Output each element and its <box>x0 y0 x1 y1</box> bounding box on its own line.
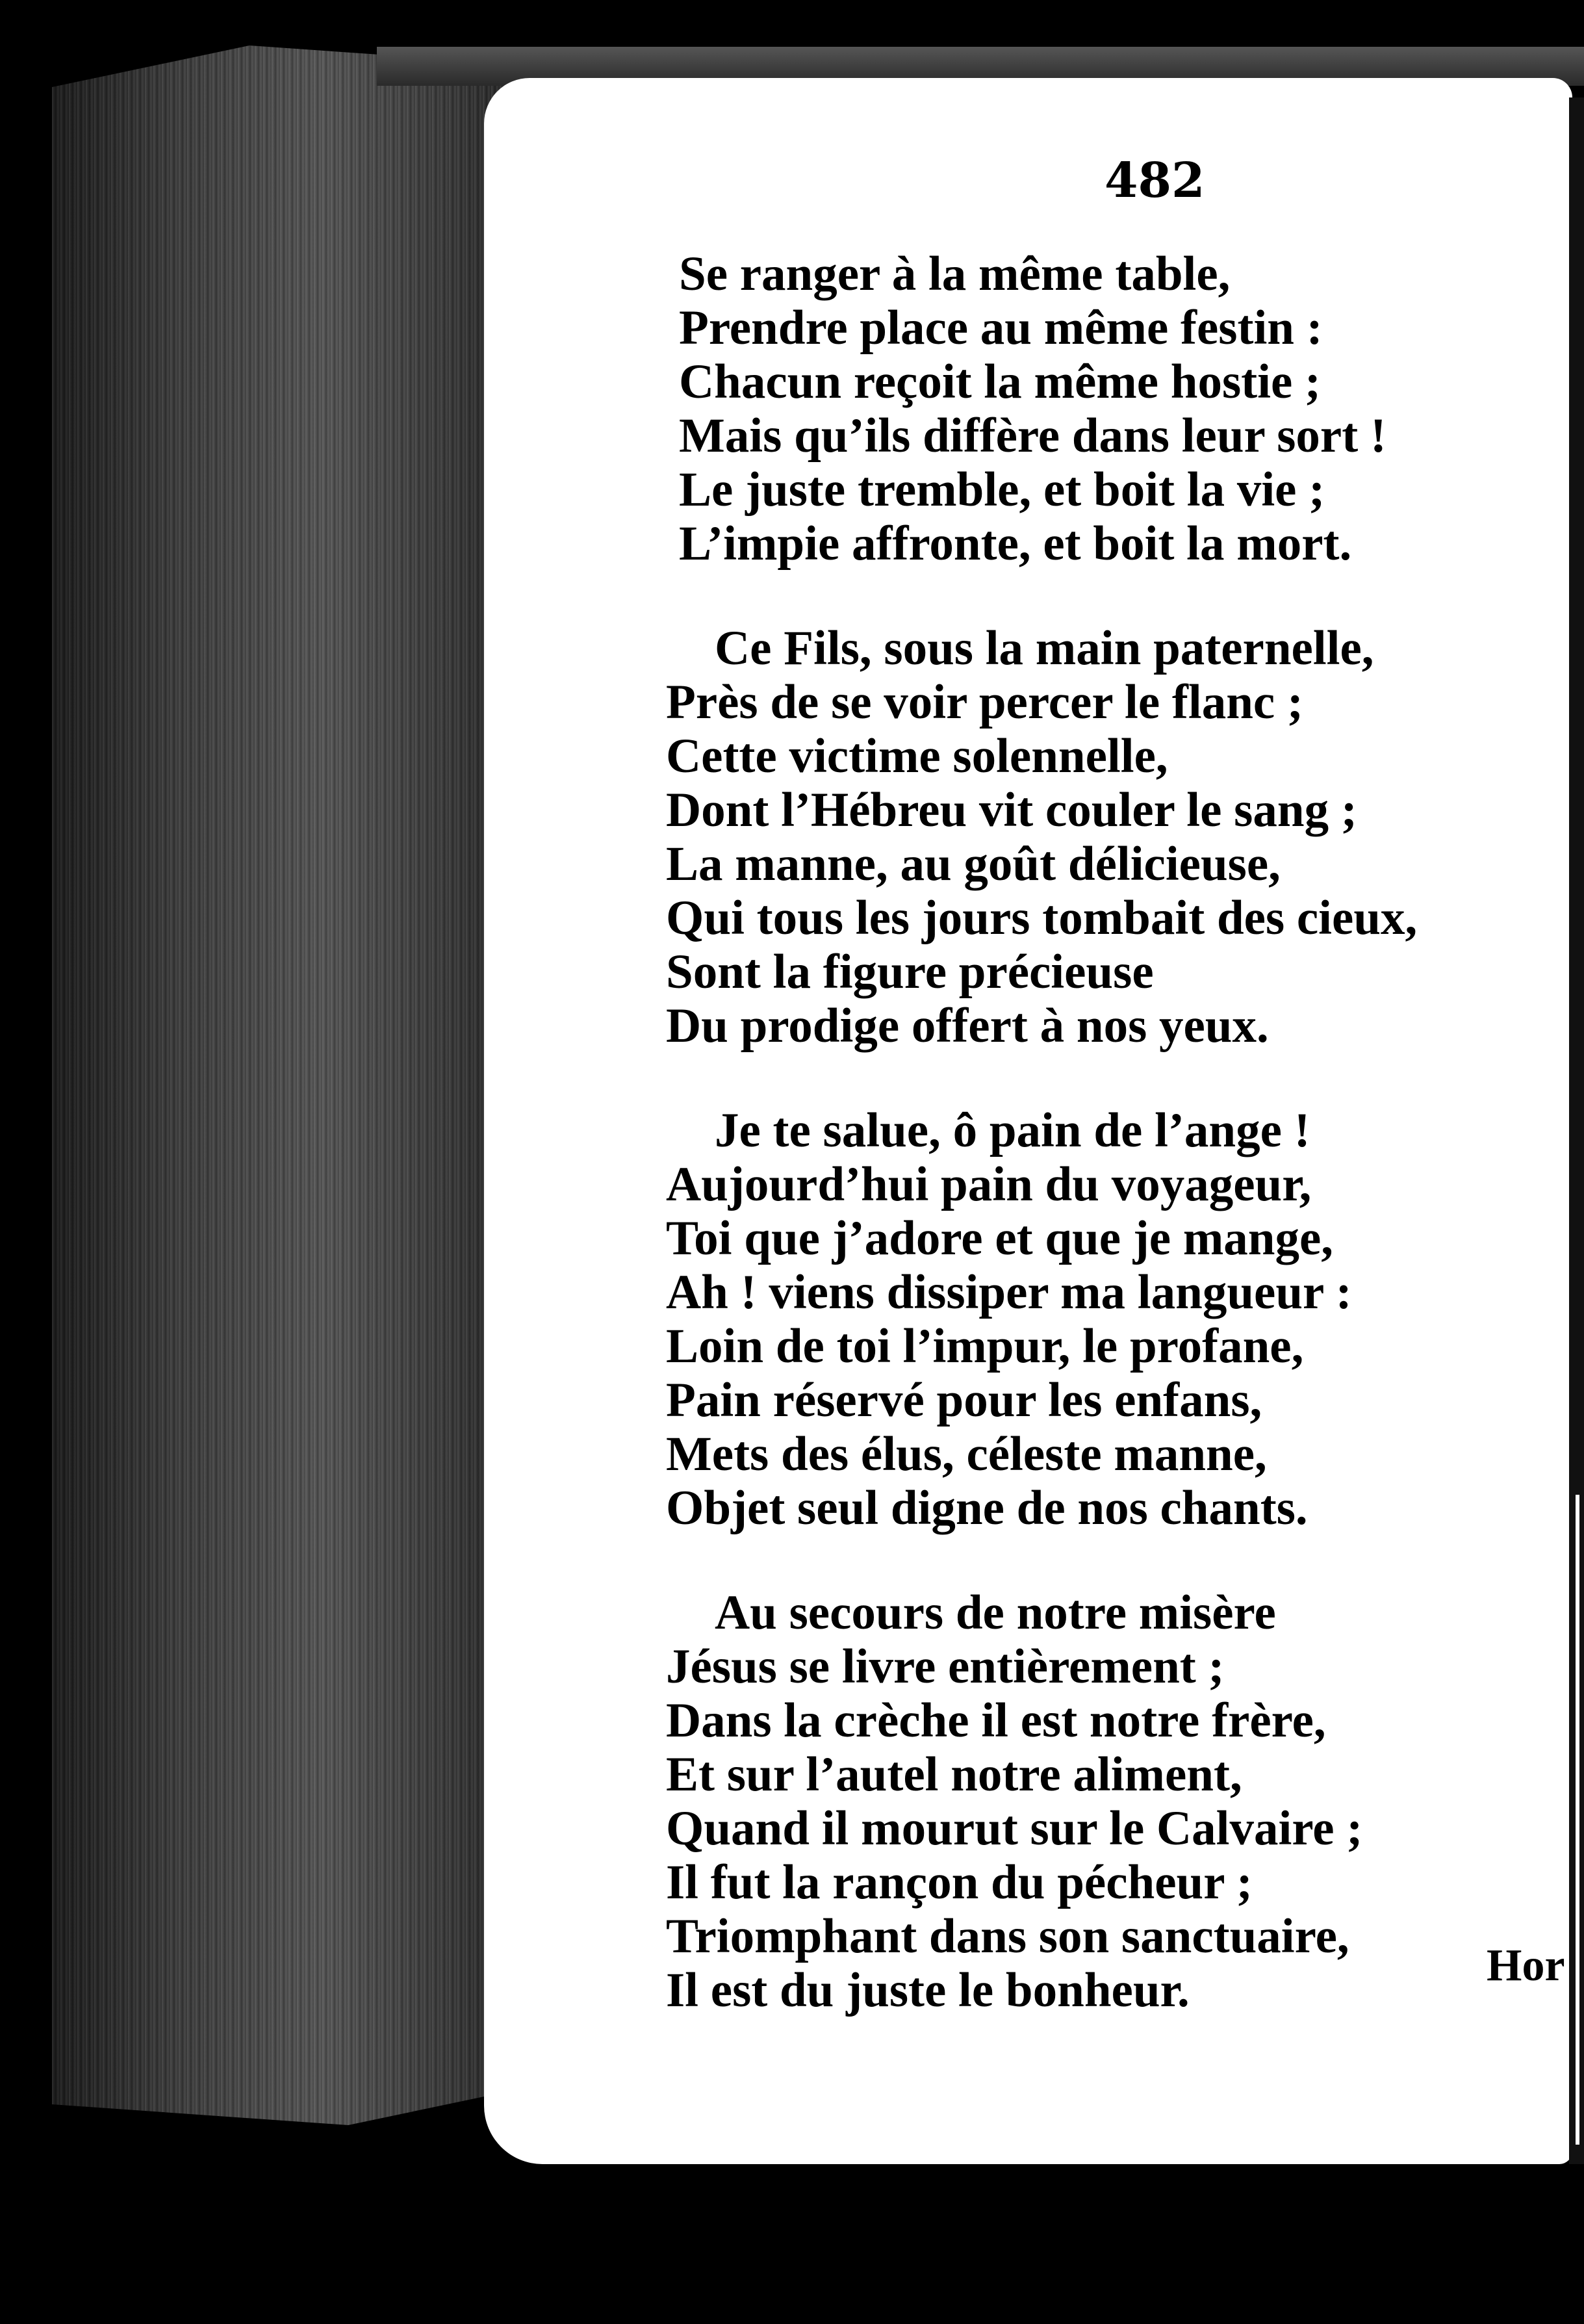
verse-line: Ce Fils, sous la main paternelle, <box>715 621 1374 675</box>
verse-line: Mets des élus, céleste manne, <box>666 1427 1267 1481</box>
verse-line: Quand il mourut sur le Calvaire ; <box>666 1801 1363 1855</box>
verse-line: Loin de toi l’impur, le profane, <box>666 1319 1304 1373</box>
verse-line: Prendre place au même festin : <box>679 301 1323 355</box>
stanza-1 <box>666 247 1417 571</box>
verse-line: Près de se voir percer le flanc ; <box>666 675 1303 729</box>
verse-line: L’impie affronte, et boit la mort. <box>679 517 1352 571</box>
verse-line: Mais qu’ils diffère dans leur sort ! <box>679 409 1386 463</box>
book-page-edges <box>52 45 546 2125</box>
verse-line: Dans la crèche il est notre frère, <box>666 1694 1326 1748</box>
verse-line: Jésus se livre entièrement ; <box>666 1640 1225 1694</box>
verse-line: Qui tous les jours tombait des cieux, <box>666 891 1418 945</box>
verse-line: Sont la figure précieuse <box>666 945 1154 999</box>
verse-line: Chacun reçoit la même hostie ; <box>679 355 1322 409</box>
verse-line: Se ranger à la même table, <box>679 247 1231 301</box>
stanza-4 <box>666 1586 1417 2017</box>
verse-line: Pain réservé pour les enfans, <box>666 1373 1262 1427</box>
verse-line: Il fut la rançon du pécheur ; <box>666 1855 1253 1909</box>
verse-line: Toi que j’adore et que je mange, <box>666 1211 1334 1265</box>
stanza-2 <box>666 621 1417 1053</box>
verse-line: Il est du juste le bonheur. <box>666 1963 1190 2017</box>
verse-line: Je te salue, ô pain de l’ange ! <box>715 1104 1310 1157</box>
verse-line: Le juste tremble, et boit la vie ; <box>679 463 1325 517</box>
cropped-margin-text: Hor <box>1487 1941 1565 1991</box>
stanza-3 <box>666 1104 1417 1535</box>
page-number: 482 <box>1105 153 1205 209</box>
verse-line: Au secours de notre misère <box>715 1586 1276 1640</box>
verse-line: Cette victime solennelle, <box>666 729 1168 783</box>
verse-line: Et sur l’autel notre aliment, <box>666 1748 1242 1801</box>
verse-line: Triomphant dans son sanctuaire, <box>666 1909 1349 1963</box>
verse-line: Du prodige offert à nos yeux. <box>666 999 1269 1053</box>
verse-line: Ah ! viens dissiper ma langueur : <box>666 1265 1352 1319</box>
verse-line: Dont l’Hébreu vit couler le sang ; <box>666 783 1357 837</box>
facing-page-edge-line <box>1576 1495 1579 2145</box>
verse-line: La manne, au goût délicieuse, <box>666 837 1281 891</box>
verse-line: Objet seul digne de nos chants. <box>666 1481 1308 1535</box>
poem <box>666 247 1417 2068</box>
verse-line: Aujourd’hui pain du voyageur, <box>666 1157 1312 1211</box>
